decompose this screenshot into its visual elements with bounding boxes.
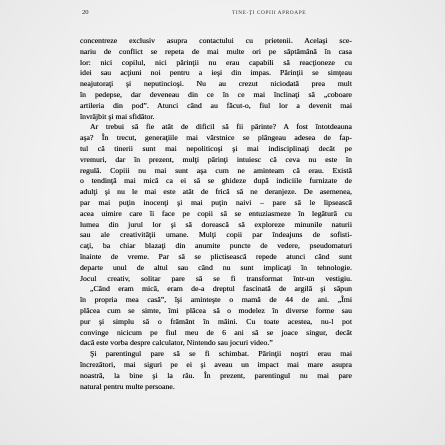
text-line: nariu de conflict se repeta de mai multe ori pe săptămână în casa <box>80 46 352 56</box>
text-line: aşa? În trecut, generaţiile mai vârstnice se plângeau adesea de fap- <box>80 133 352 143</box>
text-line: natural pentru multe persoane. <box>80 381 175 391</box>
running-header: TINE-ŢI COPIII APROAPE <box>232 10 307 16</box>
text-line: caţi, ba chiar blazaţi din anumite puncte de vedere, pseudomaturi <box>80 241 352 251</box>
text-line: în pedepse, dar deveneau din ce în ce mai înclinaţi să „coboare <box>80 89 352 99</box>
text-line: Şi parentingul pare să se fi schimbat. Părinţii noştri erau mai <box>90 349 352 359</box>
text-line: adulţi şi nu le mai este atât de frică să ne deranjeze. De asemenea, <box>80 187 352 197</box>
text-line: Ar trebui să fie atât de dificil să fii părinte? A fost întotdeauna <box>90 122 352 132</box>
text-line: lumea din jurul lor şi să dorească să exploreze minunile naturii <box>80 219 352 229</box>
text-line: Jocul creativ, solitar pare să se fi transformat într-un vestigiu. <box>80 273 352 283</box>
body-text <box>80 36 352 392</box>
text-line: vremuri, dar în prezent, mulţi părinţi intuiesc că ceva nu este în <box>80 154 352 164</box>
text-line: artileria din pod”. Atunci când au făcut-o, fiul lor a devenit mai <box>80 100 352 110</box>
text-line: concentreze exclusiv asupra contactului cu prietenii. Acelaşi sce- <box>80 36 352 45</box>
page-number: 20 <box>82 9 89 16</box>
text-line: acea uimire care îi face pe copii să se entuziasmeze în legătură cu <box>80 208 352 218</box>
text-line: par mai puţin inocenţi şi mai puţin naivi – pare să le lipsească <box>80 197 352 207</box>
text-line: o tendinţă mai mică ca ei să se ghideze după indiciile furnizate de <box>80 176 352 186</box>
text-line: departe unul de altul sau când nu sunt implicaţi în tehnologie. <box>80 262 352 272</box>
text-line: sau ale creativităţii umane. Mulţi copii par îndeajuns de sofisti- <box>80 230 352 240</box>
text-line: dacă este vorba despre calculator, Nintendo sau jocuri video.” <box>80 338 273 348</box>
text-line: învrăjbit şi mai sfidător. <box>80 111 155 121</box>
text-line: neajutoraţi şi neputincioşi. Nu au crezut niciodată prea mult <box>80 79 352 89</box>
text-line: „Când eram mică, eram de-a dreptul fascinată de argilă şi săpun <box>90 284 352 294</box>
text-line: regulă. Copiii nu mai sunt aşa cum ne aminteam că erau. Există <box>80 165 352 175</box>
text-line: plăcea cum se simte, îmi plăcea să o modelez în diverse forme sau <box>80 305 352 315</box>
text-line: noastră, la bine şi la rău. În prezent, parentingul nu mai pare <box>80 370 352 380</box>
text-line: tul că tinerii sunt mai nepoliticoşi şi mai indisciplinaţi decât pe <box>80 143 352 153</box>
text-line: idei sau acţiuni noi pentru a ieşi din impas. Părinţii se simţeau <box>80 68 352 78</box>
text-line: pur şi simplu să o frământ în mâini. Cu toate acestea, nu-l pot <box>80 316 352 326</box>
text-line: convinge nicicum pe fiul meu de 6 ani să se joace singur, decât <box>80 327 352 337</box>
text-line: înainte de vreme. Par să se plictisească repede atunci când sunt <box>80 251 352 261</box>
text-line: lor: nici copilul, nici părinţii nu erau capabili să reacţioneze cu <box>80 57 352 67</box>
text-line: încrezători, mai siguri pe ei şi aveau un impact mai mare asupra <box>80 359 352 369</box>
text-line: în propria mea casă”, îşi aminteşte o mamă de 44 de ani. „Îmi <box>80 295 352 305</box>
